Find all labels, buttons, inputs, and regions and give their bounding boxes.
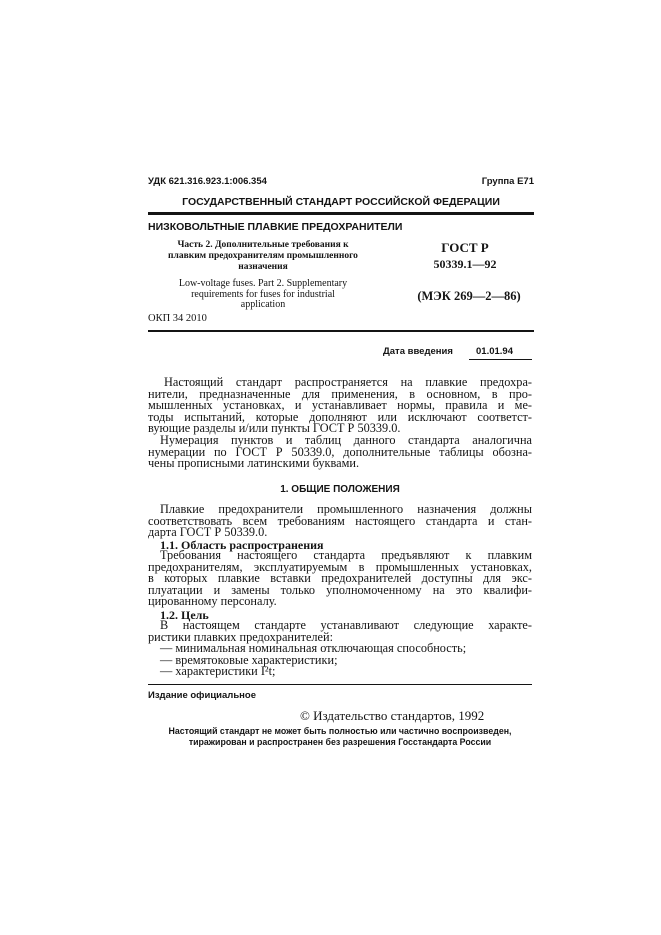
subsection-1-2-heading: 1.2. Цель (160, 608, 209, 622)
intro-date-value: 01.01.94 (476, 346, 513, 357)
official-edition-label: Издание официальное (148, 690, 256, 701)
part-title-line: Часть 2. Дополнительные требования к (177, 240, 349, 250)
text-line: Плавкие предохранители промышленного назначения должны (160, 502, 532, 516)
part-title-line: назначения (238, 262, 288, 272)
part-title-line: плавким предохранителям промышленного (168, 251, 358, 261)
footer-rule (148, 684, 532, 685)
text-line: вующие разделы и/или пункты ГОСТ Р 50339.0. (148, 421, 401, 436)
text-line: тоды испытаний, которые дополняют или исключают соответст- (148, 409, 532, 424)
english-title-line: requirements for fuses for industrial (191, 288, 335, 300)
text-line: в которых плавкие вставки предохранителей доступны для экс- (148, 571, 532, 586)
section-paragraph-1 (148, 504, 532, 539)
gost-number: 50339.1—92 (433, 257, 497, 271)
text-line: нумерации по ГОСТ Р 50339.0, дополнительные таблицы обозна- (148, 444, 532, 459)
english-title (148, 279, 378, 311)
section-paragraph-3 (148, 620, 532, 643)
okp-code: ОКП 34 2010 (148, 313, 207, 324)
notice-line: Настоящий стандарт не может быть полностью или частично воспроизведен, (168, 726, 512, 736)
text-line: Настоящий стандарт распространяется на плавкие предохра- (164, 375, 532, 389)
english-title-line: application (240, 299, 286, 310)
text-line: мышленных установках, и устанавливает нормы, правила и ме- (148, 398, 532, 413)
section-heading: 1. ОБЩИЕ ПОЛОЖЕНИЯ (280, 484, 400, 495)
text-line: плуатации и замены только уполномоченному на это квалифи- (148, 582, 532, 597)
gost-label: ГОСТ Р (441, 240, 489, 255)
intro-paragraph-2 (148, 435, 532, 470)
iec-reference: (МЭК 269—2—86) (417, 289, 521, 303)
text-line: Требования настоящего стандарта предъявляют к плавким (160, 548, 532, 562)
intro-paragraph-1 (148, 377, 532, 435)
reproduction-notice (135, 726, 545, 748)
text-line: соответствовать всем требованиям настоящего стандарта и стан- (148, 513, 532, 528)
intro-date-underline (469, 359, 532, 360)
subsection-1-1-heading: 1.1. Область распространения (160, 538, 324, 552)
text-line: Нумерация пунктов и таблиц данного стандарта аналогична (160, 433, 532, 447)
state-standard-heading: ГОСУДАРСТВЕННЫЙ СТАНДАРТ РОССИЙСКОЙ ФЕДЕРАЦИИ (182, 196, 500, 208)
text-line: цированному персоналу. (148, 594, 277, 609)
heading-rule (148, 212, 534, 215)
text-line: нители, предназначенные для применения, в основном, в про- (148, 386, 532, 401)
characteristics-list (160, 643, 532, 678)
text-line: В настоящем стандарте устанавливают следующие характе- (160, 618, 532, 632)
copyright-line: © Издательство стандартов, 1992 (300, 708, 485, 723)
list-item: — характеристики I²t; (160, 664, 276, 679)
document-title: НИЗКОВОЛЬТНЫЕ ПЛАВКИЕ ПРЕДОХРАНИТЕЛИ (148, 221, 403, 233)
group-code: Группа Е71 (481, 176, 534, 187)
list-item: — времятоковые характеристики; (160, 652, 338, 667)
list-item: — минимальная номинальная отключающая способность; (160, 641, 467, 655)
udk-code: УДК 621.316.923.1:006.354 (148, 176, 267, 187)
text-line: предохранителям, эксплуатируемым в промышленных установках, (148, 559, 532, 574)
notice-line: тиражирован и распространен без разрешения Госстандарта России (188, 737, 492, 747)
text-line: ристики плавких предохранителей: (148, 629, 333, 644)
english-title-line: Low-voltage fuses. Part 2. Supplementary (178, 278, 348, 289)
section-paragraph-2 (148, 550, 532, 608)
text-line: чены прописными латинскими буквами. (148, 456, 360, 471)
part-title (148, 240, 378, 273)
title-block-rule (148, 330, 534, 332)
text-line: дарта ГОСТ Р 50339.0. (148, 525, 268, 540)
intro-date-label: Дата введения (383, 346, 453, 357)
